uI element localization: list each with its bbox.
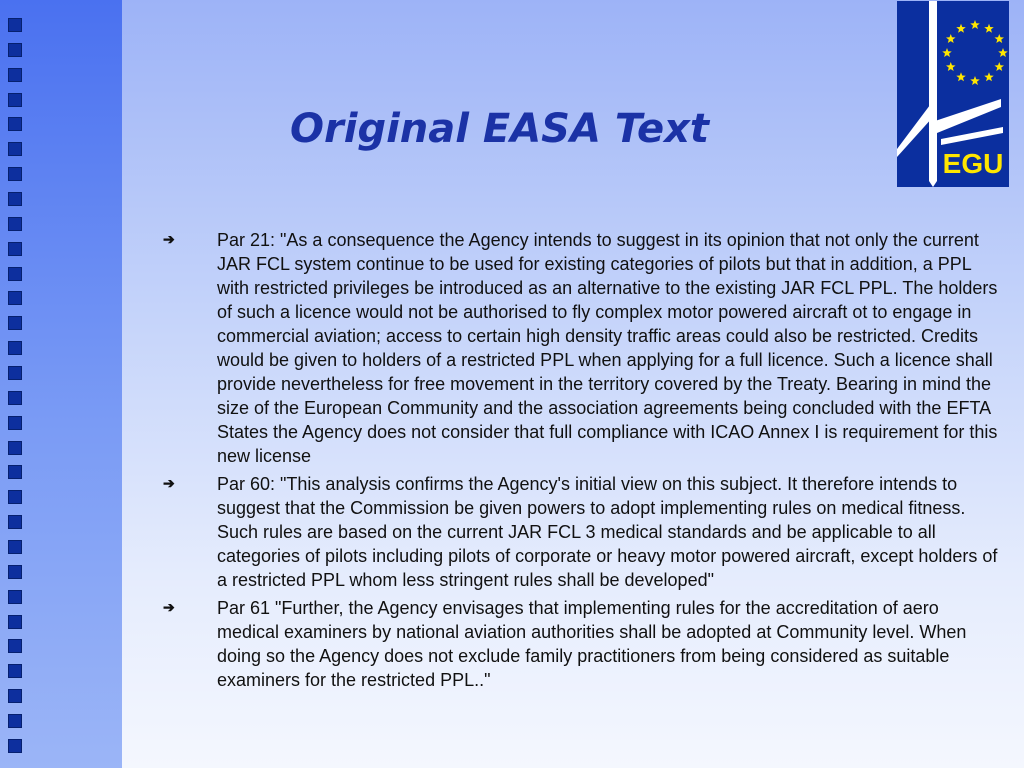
eu-star-icon [970, 76, 980, 85]
eu-star-icon [994, 62, 1004, 71]
eu-star-icon [970, 20, 980, 29]
decorative-square [8, 714, 22, 728]
bullet-item [160, 596, 1000, 692]
decorative-square [8, 93, 22, 107]
decorative-square [8, 18, 22, 32]
egu-logo [897, 1, 1009, 187]
decorative-square [8, 291, 22, 305]
right-arrow-icon: ➔ [163, 231, 175, 247]
eu-star-icon [984, 24, 994, 33]
eu-star-icon [942, 48, 952, 57]
decorative-square [8, 416, 22, 430]
decorative-square [8, 316, 22, 330]
left-decorative-strip [0, 0, 122, 768]
decorative-square [8, 192, 22, 206]
right-arrow-icon: ➔ [163, 475, 175, 491]
bullet-text: Par 21: "As a consequence the Agency intends to suggest in its opinion that not only the current JAR FCL system continue to be used for existing categories of pilots but that in addition, a PPL with restricted privileges be introduced as an alternative to the existing JAR FCL PPL. The holders of such a licence would not be authorised to fly complex motor powered aircraft ot to engage in commercial aviation; access to certain high density traffic areas could also be restricted. Credits would be given to holders of a restricted PPL when applying for a full licence. Such a licence shall provide nevertheless for free movement in the territory covered by the Treaty. Bearing in mind the size of the European Community and the association agreements being concluded with the EFTA States the Agency does not consider that full compliance with ICAO Annex I is requirement for this new license [217, 230, 998, 466]
eu-star-icon [984, 72, 994, 81]
eu-star-icon [956, 72, 966, 81]
eu-star-icon [956, 24, 966, 33]
eu-stars [942, 20, 1008, 85]
eu-star-icon [946, 34, 956, 43]
eu-star-icon [998, 48, 1008, 57]
eu-star-icon [994, 34, 1004, 43]
bullet-item [160, 472, 1000, 592]
decorative-square [8, 639, 22, 653]
decorative-square [8, 540, 22, 554]
decorative-square [8, 515, 22, 529]
right-arrow-icon: ➔ [163, 599, 175, 615]
decorative-square [8, 217, 22, 231]
bullet-list [160, 228, 1000, 696]
glider-eu-stars-logo-icon [897, 1, 1009, 187]
square-column [8, 18, 26, 753]
decorative-square [8, 490, 22, 504]
slide-title: Original EASA Text [290, 106, 710, 152]
decorative-square [8, 242, 22, 256]
decorative-square [8, 664, 22, 678]
decorative-square [8, 167, 22, 181]
decorative-square [8, 267, 22, 281]
bullet-text: Par 61 "Further, the Agency envisages that implementing rules for the accreditation of aero medical examiners by national aviation authorities shall be adopted at Community level. When doing so the Agency does not exclude family practitioners from being considered as suitable examiners for the restricted PPL.." [217, 598, 967, 690]
decorative-square [8, 117, 22, 131]
decorative-square [8, 441, 22, 455]
logo-text: EGU [942, 148, 1004, 179]
decorative-square [8, 68, 22, 82]
decorative-square [8, 43, 22, 57]
decorative-square [8, 341, 22, 355]
eu-star-icon [946, 62, 956, 71]
decorative-square [8, 739, 22, 753]
decorative-square [8, 142, 22, 156]
decorative-square [8, 590, 22, 604]
bullet-item [160, 228, 1000, 468]
decorative-square [8, 615, 22, 629]
decorative-square [8, 565, 22, 579]
bullet-text: Par 60: "This analysis confirms the Agency's initial view on this subject. It therefore intends to suggest that the Commission be given powers to adopt implementing rules on medical fitness. Such rules are based on the current JAR FCL 3 medical standards and be applicable to all categories of pilots including pilots of corporate or heavy motor powered aircraft, except holders of a restricted PPL whom less stringent rules shall be developed" [217, 474, 998, 590]
decorative-square [8, 689, 22, 703]
decorative-square [8, 391, 22, 405]
decorative-square [8, 465, 22, 479]
decorative-square [8, 366, 22, 380]
